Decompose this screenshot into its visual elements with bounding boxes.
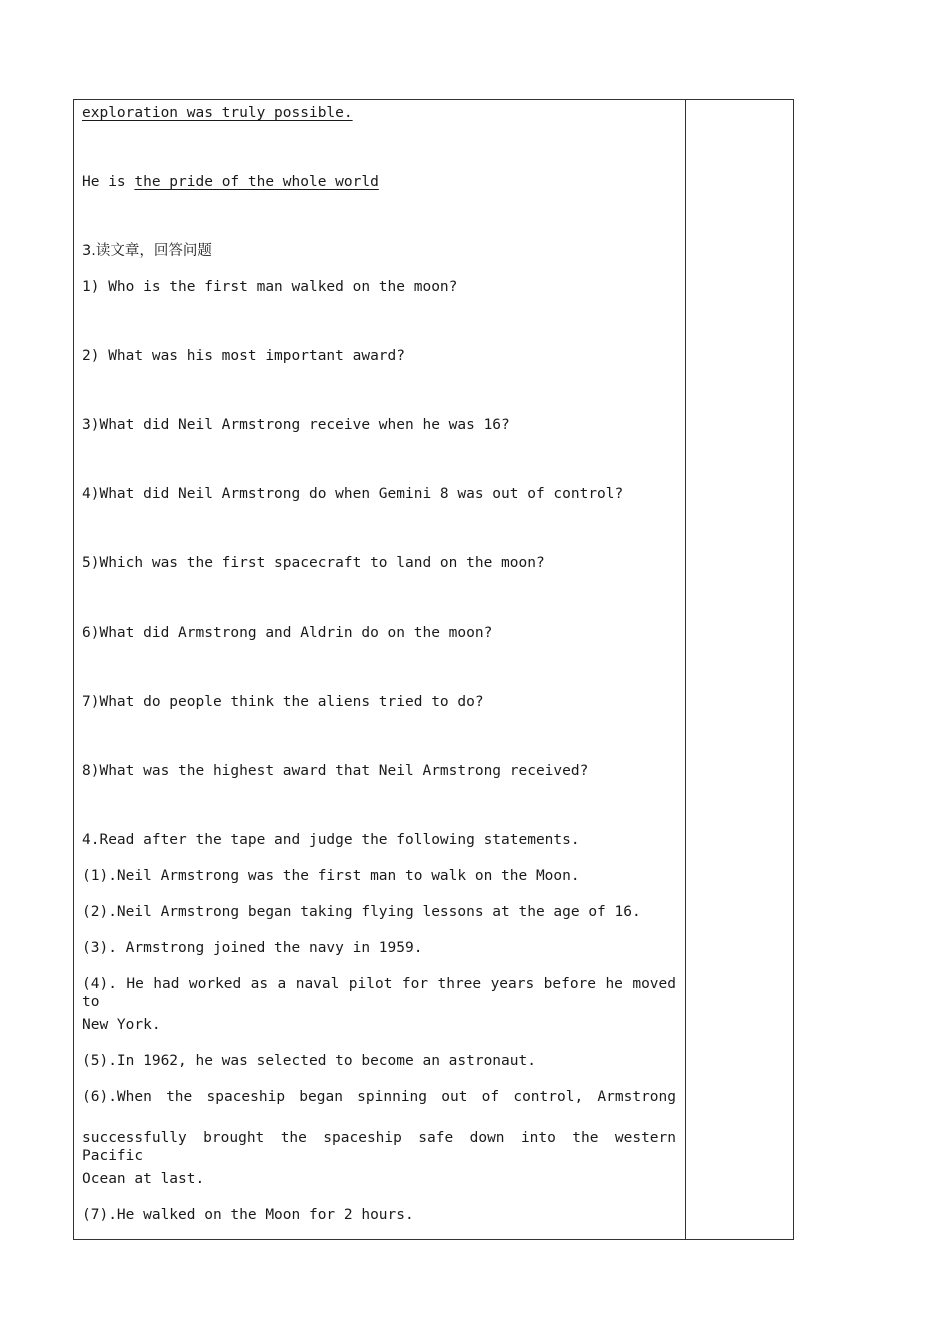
statement-6-line-1: (6).When the spaceship began spinning out of control, Armstrong (82, 1089, 676, 1105)
section-heading: 4.Read after the tape and judge the following statements. (82, 832, 580, 848)
section-heading: 3.读文章，回答问题 (82, 243, 212, 259)
question-8: 8)What was the highest award that Neil Armstrong received? (82, 763, 589, 779)
statement-4-line-2: New York. (82, 1017, 161, 1033)
question-7: 7)What do people think the aliens tried to do? (82, 694, 484, 710)
question-5: 5)Which was the first spacecraft to land on the moon? (82, 555, 545, 571)
question-1: 1) Who is the first man walked on the moon? (82, 279, 458, 295)
statement-5: (5).In 1962, he was selected to become an astronaut. (82, 1053, 536, 1069)
statement-3: (3). Armstrong joined the navy in 1959. (82, 940, 423, 956)
statement-7: (7).He walked on the Moon for 2 hours. (82, 1207, 414, 1223)
column-divider (685, 99, 686, 1240)
statement-2: (2).Neil Armstrong began taking flying lessons at the age of 16. (82, 904, 641, 920)
underlined-phrase: the pride of the whole world (134, 174, 379, 190)
question-2: 2) What was his most important award? (82, 348, 406, 364)
statement-1: (1).Neil Armstrong was the first man to walk on the Moon. (82, 868, 580, 884)
statement-6-line-3: Ocean at last. (82, 1171, 205, 1187)
statement-6-line-2: successfully brought the spaceship safe down into the western Pacific (82, 1130, 676, 1164)
text-prefix: He is (82, 174, 126, 190)
statement-4-line-1: (4). He had worked as a naval pilot for three years before he moved to (82, 976, 676, 1010)
question-3: 3)What did Neil Armstrong receive when he was 16? (82, 417, 510, 433)
question-4: 4)What did Neil Armstrong do when Gemini 8 was out of control? (82, 486, 624, 502)
question-6: 6)What did Armstrong and Aldrin do on the moon? (82, 625, 493, 641)
text-line: exploration was truly possible. (82, 105, 353, 121)
text-line (82, 173, 379, 191)
